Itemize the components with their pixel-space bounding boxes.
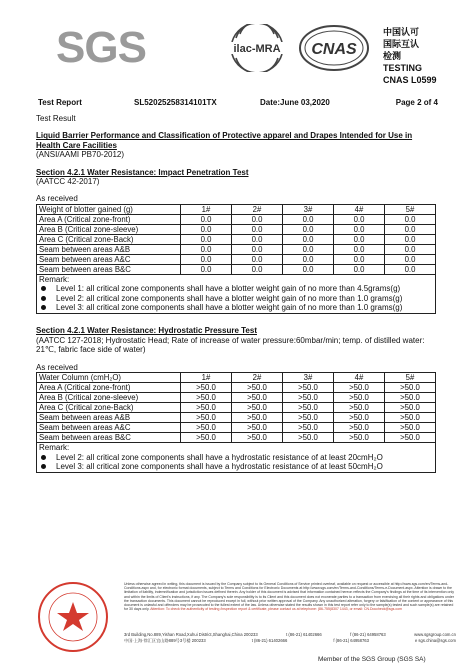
table-cell: >50.0 <box>232 423 283 433</box>
cert-block <box>383 26 463 86</box>
table-cell: >50.0 <box>385 393 436 403</box>
hydro-condition: As received <box>36 362 78 372</box>
table-cell: 0.0 <box>283 254 334 264</box>
table-cell: >50.0 <box>334 413 385 423</box>
table-cell: Seam between areas B&C <box>37 264 181 274</box>
address-block <box>124 632 456 644</box>
cnas-logo <box>298 24 370 72</box>
hydro-section-title: Section 4.2.1 Water Resistance: Hydrostatic Pressure Test <box>36 326 257 336</box>
table-header-cell: 1# <box>181 204 232 214</box>
impact-section-title: Section 4.2.1 Water Resistance: Impact Penetration Test <box>36 167 249 177</box>
remark-item: Level 2: all critical zone components shall have a hydrostatic resistance of at least 20cmH₂O <box>39 453 433 462</box>
attention-note: Attention: To check the authenticity of testing /inspection report & certificate, please contact us at telephone: (86-755)8307 1443, or email: CN.Doccheck@sgs.com <box>150 607 402 612</box>
table-row <box>37 254 436 264</box>
table-header-cell: 3# <box>283 204 334 214</box>
page-header <box>0 0 474 95</box>
table-cell: 0.0 <box>283 234 334 244</box>
ilac-mra-logo <box>222 24 292 72</box>
table-cell: >50.0 <box>232 403 283 413</box>
bullet-icon <box>41 464 46 469</box>
table-cell: 0.0 <box>385 254 436 264</box>
report-standard: (ANSI/AAMI PB70-2012) <box>36 150 125 160</box>
table-cell: >50.0 <box>283 433 334 443</box>
table-row <box>37 383 436 393</box>
table-header-cell: 1# <box>181 373 232 383</box>
table-cell: >50.0 <box>232 413 283 423</box>
cert-line: 检测 <box>383 51 402 61</box>
table-cell: 0.0 <box>232 264 283 274</box>
company-seal-icon <box>36 580 110 654</box>
remark-item: Level 2: all critical zone components shall have a blotter weight gain of no more than 1.0 grams(g) <box>39 294 433 303</box>
table-cell: Area B (Critical zone-sleeve) <box>37 224 181 234</box>
impact-remark <box>36 275 436 315</box>
bullet-icon <box>41 455 46 460</box>
table-cell: 0.0 <box>334 254 385 264</box>
table-cell: >50.0 <box>232 383 283 393</box>
table-cell: >50.0 <box>232 393 283 403</box>
bullet-icon <box>41 305 46 310</box>
hydro-method: (AATCC 127-2018; Hydrostatic Head; Rate of increase of water pressure:60mbar/min; temp. of distilled water: 21℃, fabric face side of water) <box>36 335 425 355</box>
table-cell: >50.0 <box>385 423 436 433</box>
table-header-cell: 4# <box>334 373 385 383</box>
report-number: SL52025258314101TX <box>134 98 217 107</box>
table-row <box>37 423 436 433</box>
report-title: Liquid Barrier Performance and Classification of Protective apparel and Drapes Intended for Use in Health Care Facilities <box>36 131 413 150</box>
table-cell: 0.0 <box>334 234 385 244</box>
table-cell: 0.0 <box>385 264 436 274</box>
table-header-cell: Water Column (cmH₂O) <box>37 373 181 383</box>
table-cell: 0.0 <box>334 264 385 274</box>
cnas-text: CNAS <box>311 41 357 58</box>
impact-condition: As received <box>36 194 78 204</box>
table-cell: Seam between areas A&C <box>37 254 181 264</box>
table-cell: Seam between areas A&C <box>37 423 181 433</box>
hydro-table <box>36 372 436 443</box>
sgs-logo <box>56 23 146 72</box>
table-cell: 0.0 <box>283 224 334 234</box>
report-date: Date:June 03,2020 <box>260 98 330 107</box>
table-row <box>37 234 436 244</box>
cert-line: TESTING <box>383 63 423 73</box>
table-cell: >50.0 <box>283 403 334 413</box>
table-cell: 0.0 <box>181 214 232 224</box>
table-cell: 0.0 <box>232 224 283 234</box>
table-row <box>37 264 436 274</box>
remark-label: Remark: <box>39 443 70 453</box>
table-cell: Area A (Critical zone-front) <box>37 214 181 224</box>
table-header-cell: 5# <box>385 204 436 214</box>
table-cell: >50.0 <box>385 383 436 393</box>
impact-method: (AATCC 42-2017) <box>36 177 100 187</box>
table-cell: 0.0 <box>181 254 232 264</box>
table-cell: 0.0 <box>334 224 385 234</box>
terms-fine-print: Unless otherwise agreed in writing, this document is issued by the Company subject to its General Conditions of Service printed overleaf, available on request or accessible at http://www.sgs.com/en/Terms-and-Conditions.aspx and, for electronic format documents, subject to Terms and Conditions for Electronic Documents at http://www.sgs.com/en/Terms-and-Conditions/Terms-e-Document.aspx. Attention is drawn to the limitation of liability, indemnification and jurisdiction issues defined therein. Any holder of this document is advised that information contained hereon reflects the Company's findings at the time of its intervention only and within the limits of Client's instructions, if any. The Company's sole responsibility is to its Client and this document does not exonerate parties to a transaction from exercising all their rights and obligations under the transaction documents. This document cannot be reproduced except in full, without prior written approval of the Company. Any unauthorized alteration, forgery or falsification of the content or appearance of this document is unlawful and offenders may be prosecuted to the fullest extent of the law. Unless otherwise stated the results shown in this test report refer only to the sample(s) tested and such sample(s) are retained for 30 days only. Attention: To check the authenticity of testing /inspection report & certificate, please contact us at telephone: (86-755)8307 1443, or email: CN.Doccheck@sgs.com <box>124 582 454 612</box>
table-cell: 0.0 <box>181 244 232 254</box>
table-cell: >50.0 <box>283 413 334 423</box>
table-cell: 0.0 <box>385 244 436 254</box>
table-cell: 0.0 <box>232 254 283 264</box>
remark-item: Level 1: all critical zone components shall have a blotter weight gain of no more than 4.5grams(g) <box>39 284 433 293</box>
table-cell: 0.0 <box>385 214 436 224</box>
table-cell: Area B (Critical zone-sleeve) <box>37 393 181 403</box>
table-cell: >50.0 <box>334 423 385 433</box>
table-header-cell: 2# <box>232 373 283 383</box>
table-cell: Seam between areas A&B <box>37 413 181 423</box>
table-cell: >50.0 <box>334 383 385 393</box>
table-cell: >50.0 <box>283 393 334 403</box>
table-row <box>37 244 436 254</box>
table-cell: 0.0 <box>232 244 283 254</box>
table-cell: >50.0 <box>334 433 385 443</box>
table-row <box>37 433 436 443</box>
table-cell: >50.0 <box>181 383 232 393</box>
table-row <box>37 403 436 413</box>
page-footer <box>36 580 456 666</box>
table-cell: >50.0 <box>385 403 436 413</box>
table-cell: >50.0 <box>283 423 334 433</box>
table-cell: >50.0 <box>283 383 334 393</box>
report-info-line <box>38 98 438 107</box>
sgs-logo-text: SGS <box>56 23 146 72</box>
table-cell: >50.0 <box>385 433 436 443</box>
table-cell: >50.0 <box>334 393 385 403</box>
table-header-cell: 5# <box>385 373 436 383</box>
remark-label: Remark: <box>39 274 70 284</box>
page-number: Page 2 of 4 <box>395 98 438 107</box>
address-row-en: 3rd Building,No.889,Yishan Road,Xuhui District,Shanghai,China 200233 t (86-21) 61402666 f (86-21) 64958763 www.sgsgroup.com.cn <box>124 632 456 637</box>
table-cell: 0.0 <box>283 264 334 274</box>
table-cell: 0.0 <box>385 234 436 244</box>
cert-line: CNAS L0599 <box>383 75 437 85</box>
cert-line: 国际互认 <box>383 39 420 49</box>
table-cell: Area C (Critical zone-Back) <box>37 403 181 413</box>
table-cell: >50.0 <box>385 413 436 423</box>
table-cell: >50.0 <box>181 393 232 403</box>
address-row-cn: 中国·上海·徐汇区宜山路889号3号楼 200233 t (86-21) 61402666 f (86-21) 64958763 e sgs.china@sgs.com <box>124 638 456 643</box>
impact-table <box>36 204 436 275</box>
table-cell: 0.0 <box>232 214 283 224</box>
report-label: Test Report <box>38 98 82 107</box>
hydro-remark <box>36 443 436 473</box>
table-header-row <box>37 373 436 383</box>
report-content <box>36 114 436 473</box>
table-cell: 0.0 <box>283 244 334 254</box>
table-row <box>37 224 436 234</box>
table-header-cell: 2# <box>232 204 283 214</box>
table-cell: 0.0 <box>181 234 232 244</box>
table-row <box>37 214 436 224</box>
table-cell: >50.0 <box>181 413 232 423</box>
table-cell: 0.0 <box>283 214 334 224</box>
table-header-cell: 4# <box>334 204 385 214</box>
bullet-icon <box>41 296 46 301</box>
bullet-icon <box>41 286 46 291</box>
table-cell: Area A (Critical zone-front) <box>37 383 181 393</box>
table-header-cell: 3# <box>283 373 334 383</box>
test-result-label: Test Result <box>36 114 76 123</box>
table-cell: Area C (Critical zone-Back) <box>37 234 181 244</box>
table-row <box>37 413 436 423</box>
table-cell: >50.0 <box>181 423 232 433</box>
table-cell: >50.0 <box>181 433 232 443</box>
table-cell: Seam between areas A&B <box>37 244 181 254</box>
table-cell: 0.0 <box>334 214 385 224</box>
sgs-group-member-note: Member of the SGS Group (SGS SA) <box>318 656 426 663</box>
remark-item: Level 3: all critical zone components shall have a blotter weight gain of no more than 1.0 grams(g) <box>39 303 433 312</box>
table-cell: Seam between areas B&C <box>37 433 181 443</box>
table-cell: 0.0 <box>181 224 232 234</box>
table-cell: >50.0 <box>181 403 232 413</box>
table-cell: 0.0 <box>334 244 385 254</box>
cert-line: 中国认可 <box>383 27 420 37</box>
table-row <box>37 393 436 403</box>
ilac-text: ilac-MRA <box>233 43 281 55</box>
table-cell: 0.0 <box>232 234 283 244</box>
table-cell: >50.0 <box>334 403 385 413</box>
table-cell: 0.0 <box>385 224 436 234</box>
table-header-row <box>37 204 436 214</box>
table-cell: >50.0 <box>232 433 283 443</box>
table-header-cell: Weight of blotter gained (g) <box>37 204 181 214</box>
remark-item: Level 3: all critical zone components shall have a hydrostatic resistance of at least 50cmH₂O <box>39 462 433 471</box>
table-cell: 0.0 <box>181 264 232 274</box>
